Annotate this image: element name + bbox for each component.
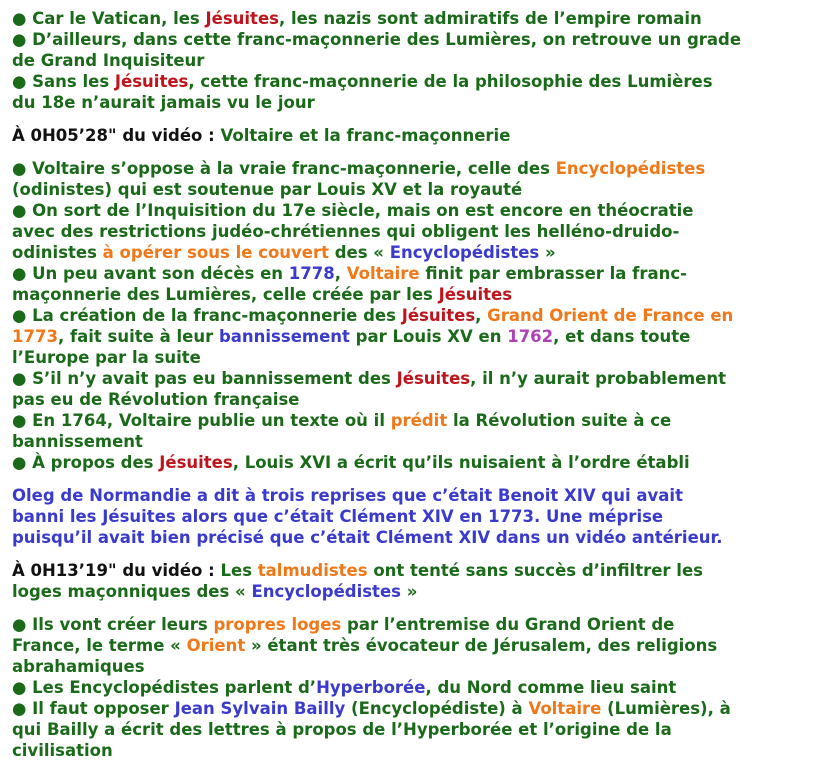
text-segment: maçonnerie des Lumières, celle créée par les (12, 285, 439, 304)
text-segment: abrahamiques (12, 657, 145, 676)
text-line (12, 677, 828, 698)
text-line (12, 326, 828, 347)
text-line (12, 305, 828, 326)
text-segment: , et dans toute (553, 327, 691, 346)
text-segment: Jésuites (159, 453, 233, 472)
text-segment: bannissement (12, 432, 143, 451)
text-segment: Grand Orient de France en (487, 306, 734, 325)
text-block (12, 8, 828, 113)
text-line (12, 719, 828, 740)
text-segment: , cette franc-maçonnerie de la philosophie des Lumières (188, 72, 713, 91)
text-segment: prédit (390, 411, 448, 430)
text-segment: Jésuites (205, 9, 279, 28)
text-segment: Voltaire (346, 264, 420, 283)
text-segment: Encyclopédistes (251, 582, 401, 601)
text-segment: Voltaire et la franc-maçonnerie (220, 126, 511, 145)
text-line (12, 284, 828, 305)
text-line (12, 485, 828, 506)
text-segment: (odinistes) qui est soutenue par Louis XV et la royauté (12, 180, 523, 199)
text-segment: Jésuites (396, 369, 471, 388)
text-segment: l’Europe par la suite (12, 348, 201, 367)
text-line (12, 50, 828, 71)
text-line (12, 242, 828, 263)
text-segment: Orient (186, 636, 246, 655)
text-segment: ● Il faut opposer (12, 699, 175, 718)
text-segment: ● Voltaire s’oppose à la vraie franc-maçonnerie, celle des (12, 159, 556, 178)
text-segment: avec des restrictions judéo-chrétiennes qui obligent les helléno-druido- (12, 222, 680, 241)
text-segment: du 18e n’aurait jamais vu le jour (12, 93, 315, 112)
text-segment: de Grand Inquisiteur (12, 51, 205, 70)
text-line (12, 200, 828, 221)
text-segment: ● Ils vont créer leurs (12, 615, 214, 634)
text-segment: Les (220, 561, 258, 580)
text-line (12, 71, 828, 92)
text-segment: ont tenté sans succès d’infiltrer les (367, 561, 703, 580)
text-segment: , Louis XVI a écrit qu’ils nuisaient à l’ordre établi (232, 453, 690, 472)
text-segment: civilisation (12, 741, 113, 760)
text-line (12, 347, 828, 368)
text-segment: qui Bailly a écrit des lettres à propos de l’Hyperborée et l’origine de la (12, 720, 672, 739)
text-segment: puisqu’il avait bien précisé que c’était Clément XIV dans un vidéo antérieur. (12, 528, 723, 547)
text-segment: À 0H05’28" du vidéo : (12, 126, 221, 145)
text-line (12, 581, 828, 602)
text-segment: 1778 (288, 264, 335, 283)
text-segment: , (475, 306, 488, 325)
text-segment: Jésuites (114, 72, 189, 91)
text-segment: (Encyclopédiste) à (345, 699, 529, 718)
text-segment: propres loges (213, 615, 342, 634)
text-segment: » (400, 582, 418, 601)
text-line (12, 698, 828, 719)
text-segment: ● Car le Vatican, les (12, 9, 206, 28)
text-segment: ● La création de la franc-maçonnerie des (12, 306, 402, 325)
text-segment: » (539, 243, 556, 262)
text-line (12, 8, 828, 29)
text-line (12, 92, 828, 113)
text-line (12, 29, 828, 50)
text-line (12, 431, 828, 452)
text-line (12, 410, 828, 431)
text-segment: ● À propos des (12, 453, 160, 472)
text-segment: France, le terme « (12, 636, 187, 655)
text-segment: 1773 (12, 327, 58, 346)
paragraph-gap (12, 146, 828, 158)
text-segment: finit par embrasser la franc- (419, 264, 688, 283)
text-segment: bannissement (218, 327, 350, 346)
text-segment: Hyperborée (316, 678, 426, 697)
text-segment: par Louis XV en (349, 327, 508, 346)
text-line (12, 452, 828, 473)
text-line (12, 368, 828, 389)
text-segment: Jean Sylvain Bailly (174, 699, 346, 718)
text-segment: Voltaire (528, 699, 602, 718)
text-line (12, 635, 828, 656)
text-line (12, 263, 828, 284)
text-segment: odinistes (12, 243, 103, 262)
text-line (12, 740, 828, 761)
text-segment: ● On sort de l’Inquisition du 17e siècle, mais on est encore en théocratie (12, 201, 694, 220)
text-segment: banni les Jésuites alors que c’était Clément XIV en 1773. Une méprise (12, 507, 664, 526)
text-line (12, 527, 828, 548)
text-segment: ● En 1764, Voltaire publie un texte où il (12, 411, 391, 430)
text-line (12, 179, 828, 200)
text-segment: ● Un peu avant son décès en (12, 264, 289, 283)
text-line (12, 656, 828, 677)
text-segment: , il n’y aurait probablement (470, 369, 727, 388)
text-line (12, 221, 828, 242)
text-segment: , les nazis sont admiratifs de l’empire romain (278, 9, 702, 28)
text-line (12, 614, 828, 635)
text-segment: pas eu de Révolution française (12, 390, 300, 409)
text-line (12, 125, 828, 146)
text-segment: Jésuites (401, 306, 476, 325)
paragraph-gap (12, 602, 828, 614)
text-segment: ● D’ailleurs, dans cette franc-maçonnerie des Lumières, on retrouve un grade (12, 30, 742, 49)
paragraph-gap (12, 473, 828, 485)
text-block (12, 614, 828, 761)
text-segment: , du Nord comme lieu saint (425, 678, 677, 697)
text-segment: Oleg de Normandie a dit à trois reprises que c’était Benoit XIV qui avait (12, 486, 683, 505)
text-segment: ● Sans les (12, 72, 115, 91)
text-segment: Jésuites (438, 285, 513, 304)
text-segment: par l’entremise du Grand Orient de (341, 615, 675, 634)
text-segment: loges maçonniques des « (12, 582, 252, 601)
text-segment: ● S’il n’y avait pas eu bannissement des (12, 369, 397, 388)
text-block (12, 485, 828, 548)
text-line (12, 560, 828, 581)
text-line (12, 158, 828, 179)
text-segment: , (334, 264, 347, 283)
paragraph-gap (12, 548, 828, 560)
text-segment: la Révolution suite à ce (447, 411, 672, 430)
text-segment: Encyclopédistes (555, 159, 706, 178)
text-block (12, 560, 828, 602)
text-segment: » étant très évocateur de Jérusalem, des religions (245, 636, 718, 655)
text-segment: ● Les Encyclopédistes parlent d’ (12, 678, 317, 697)
text-block (12, 125, 828, 146)
text-segment: talmudistes (257, 561, 368, 580)
paragraph-gap (12, 113, 828, 125)
text-segment: des « (329, 243, 390, 262)
text-line (12, 389, 828, 410)
text-segment: , fait suite à leur (57, 327, 219, 346)
text-segment: à opérer sous le couvert (102, 243, 329, 262)
text-line (12, 506, 828, 527)
text-segment: (Lumières), à (601, 699, 731, 718)
text-segment: Encyclopédistes (389, 243, 540, 262)
text-block (12, 158, 828, 473)
text-segment: 1762 (507, 327, 554, 346)
text-segment: À 0H13’19" du vidéo : (12, 561, 221, 580)
